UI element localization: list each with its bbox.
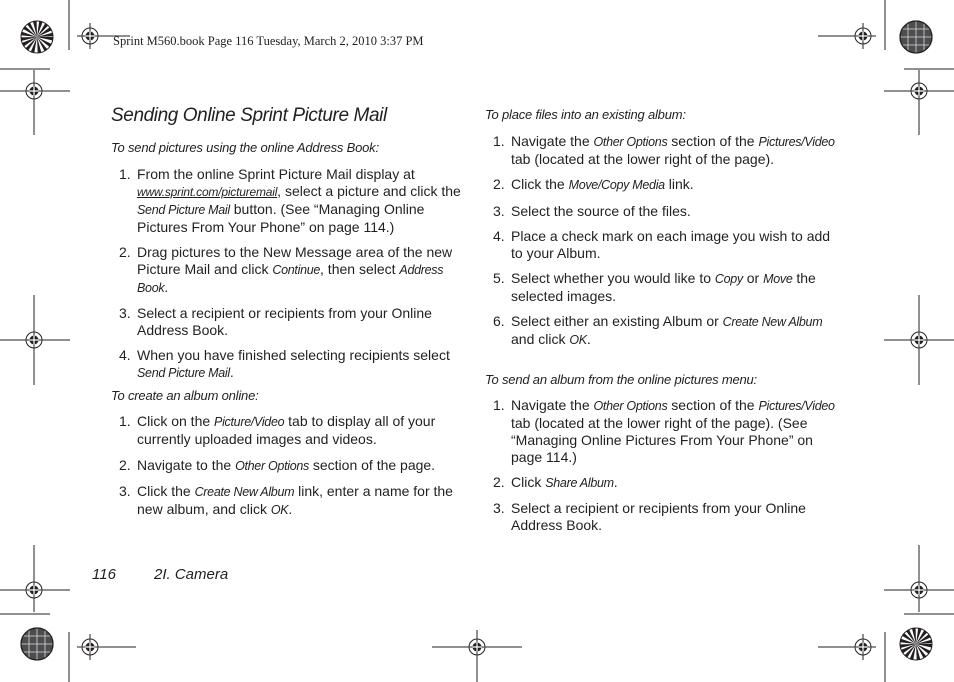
picturemail-link[interactable]: www.sprint.com/picturemail [137,185,278,199]
chapter-label: 2I. Camera [154,566,229,583]
list-item: 1. Navigate the Other Options section of the Pictures/Video tab (located at the lower right of the page). [493,133,835,167]
list-item: 3. Select a recipient or recipients from your Online Address Book. [493,500,806,533]
list-item: 1. Navigate the Other Options section of the Pictures/Video tab (located at the lower right of the page). (See “Managing Online Pictures From Your Phone” on page 114.) [493,397,835,465]
create-album-intro: To create an album online: [111,388,259,403]
list-item: 2. Navigate to the Other Options section of the page. [119,457,436,473]
list-item: 6. Select either an existing Album or Create New Album and click OK. [493,313,823,347]
list-item: 2. Click Share Album. [493,474,618,490]
existing-album-intro: To place files into an existing album: [485,107,686,122]
send-album-intro: To send an album from the online pictures menu: [485,372,757,387]
section-title: Sending Online Sprint Picture Mail [111,105,387,126]
list-item: 1. From the online Sprint Picture Mail display at www.sprint.com/picturemail, select a picture and click the Send Picture Mail button. (See “Managing Online Pictures From Your Phone” on page 114.) [119,166,461,235]
page-number: 116 [92,566,116,583]
page-footer [92,566,229,583]
list-item: 4. When you have finished selecting recipients select Send Picture Mail. [119,347,450,380]
existing-album-steps [485,133,835,349]
print-slug: Sprint M560.book Page 116 Tuesday, March 2, 2010 3:37 PM [113,34,424,48]
create-album-steps [111,413,463,519]
address-book-steps [111,166,463,382]
list-item: 1. Click on the Picture/Video tab to display all of your currently uploaded images and videos. [119,413,436,447]
address-book-intro: To send pictures using the online Address Book: [111,140,379,155]
list-item: 4. Place a check mark on each image you wish to add to your Album. [493,228,831,261]
list-item: 3. Select the source of the files. [493,203,691,219]
list-item: 3. Click the Create New Album link, enter a name for the new album, and click OK. [119,483,453,517]
list-item: 5. Select whether you would like to Copy or Move the selected images. [493,270,816,304]
send-album-steps [485,397,835,534]
list-item: 2. Drag pictures to the New Message area of the new Picture Mail and click Continue, then select Address Book. [119,244,453,295]
list-item: 3. Select a recipient or recipients from your Online Address Book. [119,305,432,338]
list-item: 2. Click the Move/Copy Media link. [493,176,694,192]
